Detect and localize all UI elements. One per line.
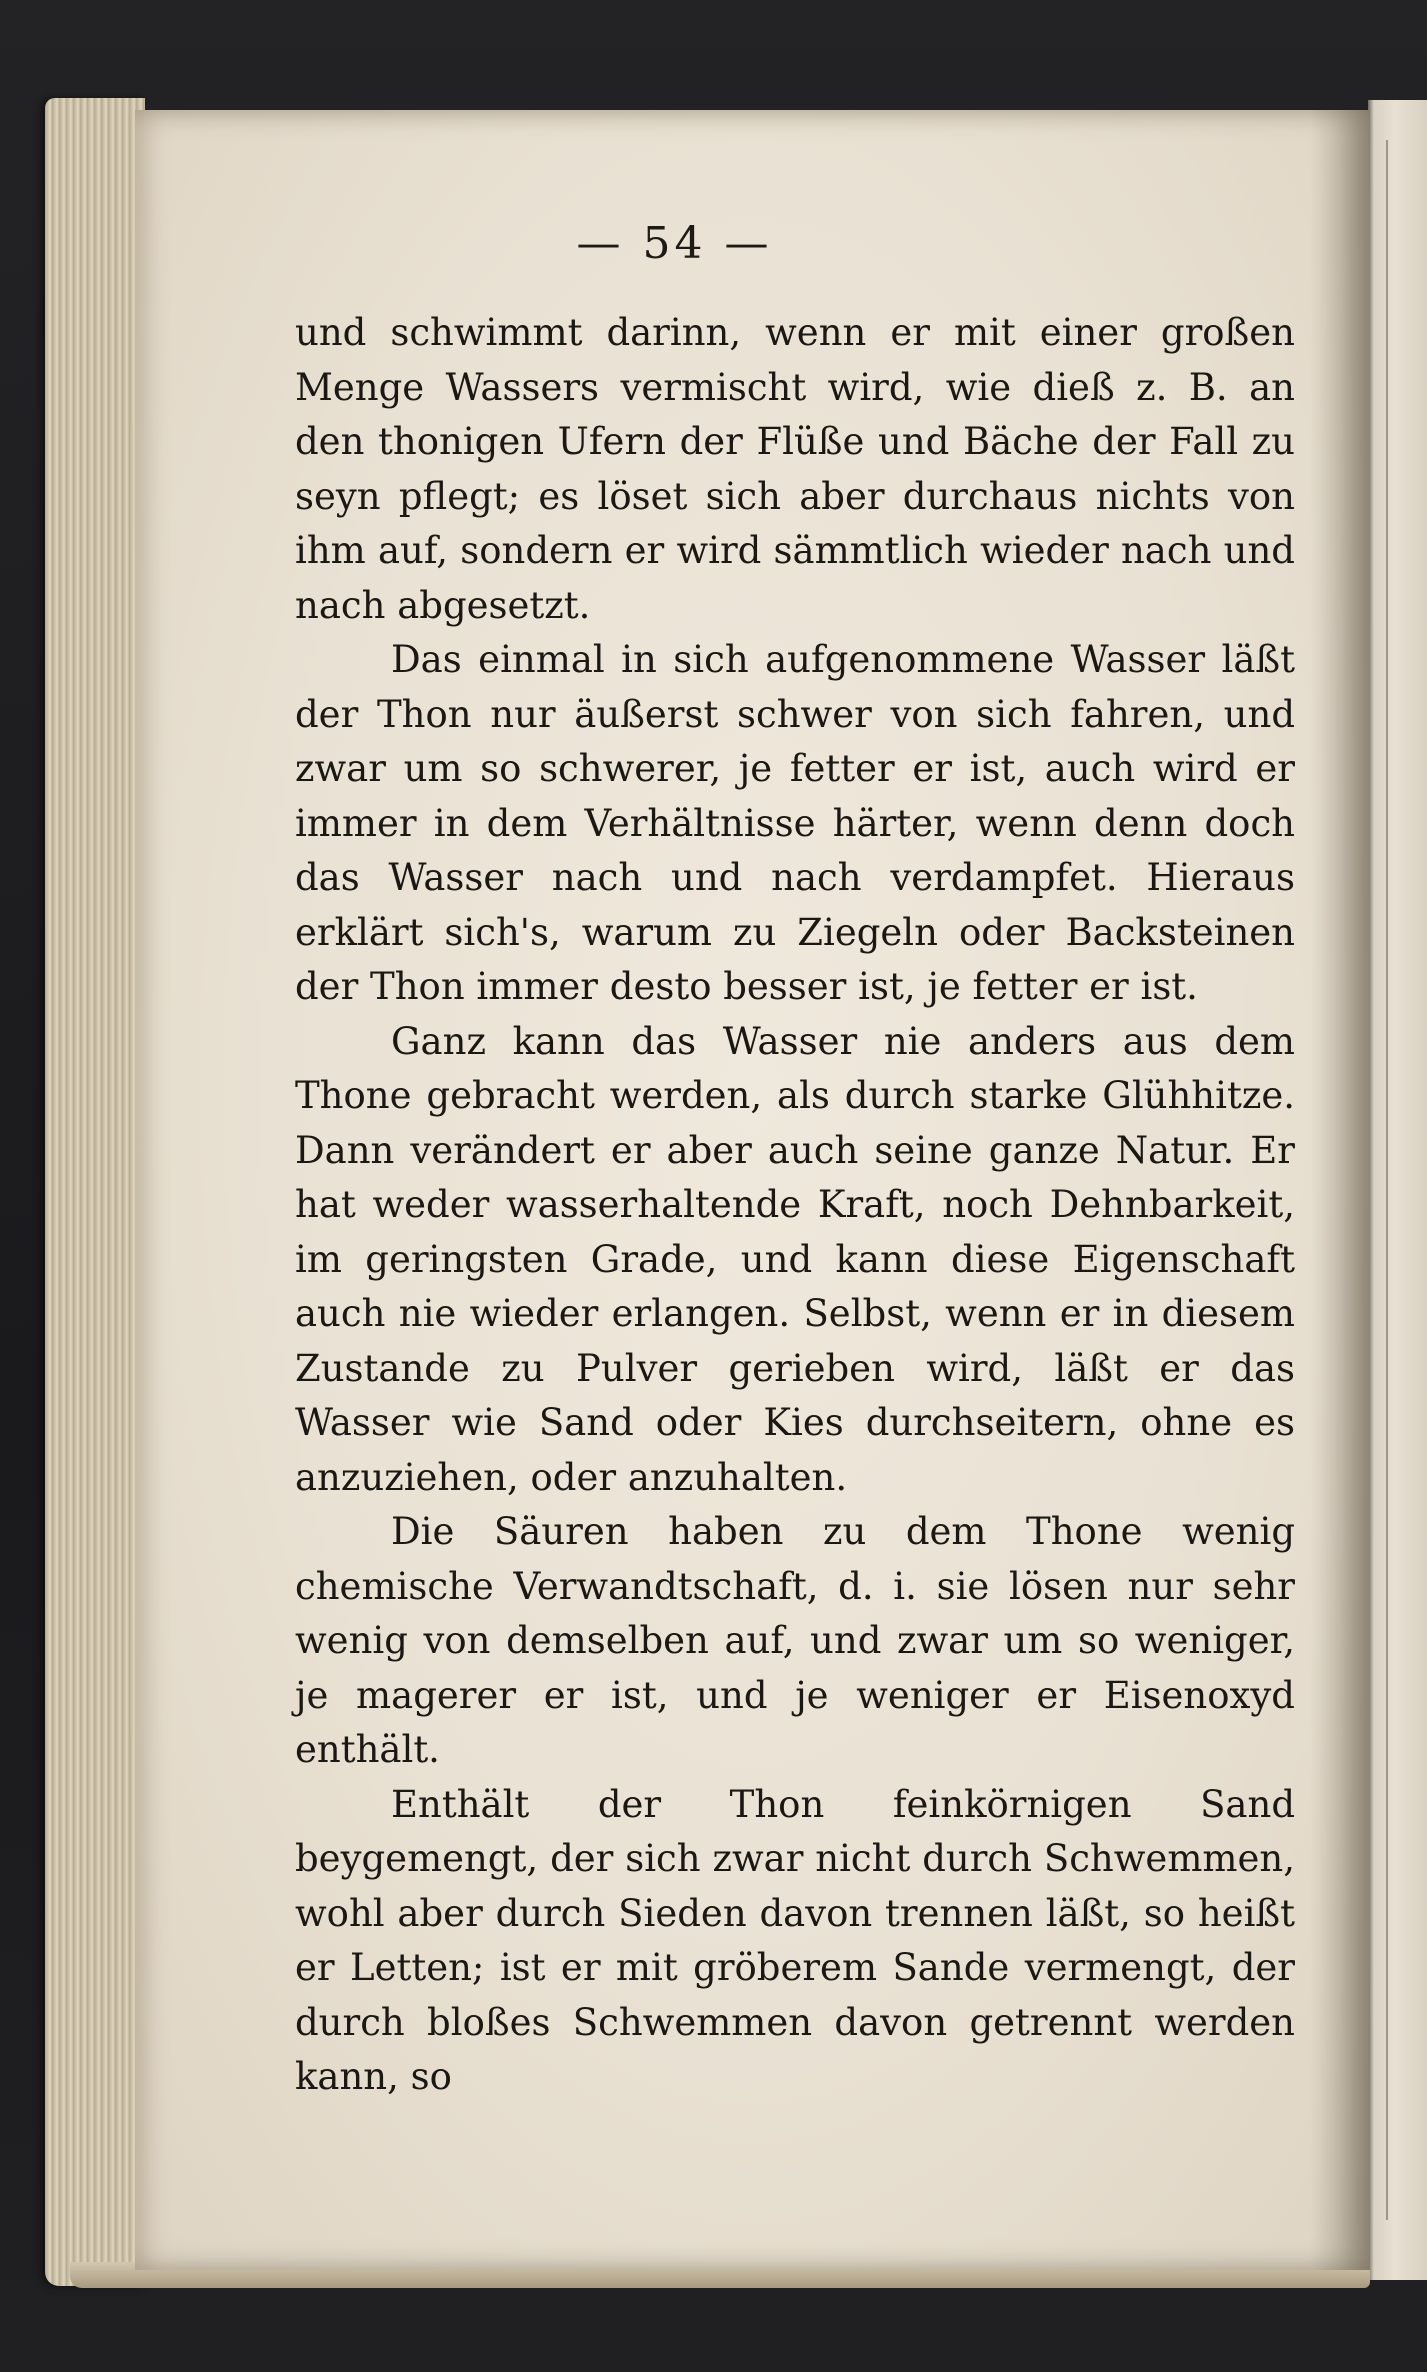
paragraph-2: Das einmal in sich aufgenommene Wasser läßt der Thon nur äußerst schwer von sich fahren, und zwar um so schwerer, je fetter er ist, auch wird er immer in dem Verhältnisse härter, wenn denn doch das Wasser nach und nach verdampfet. Hieraus erklärt sich's, warum zu Ziegeln oder Backsteinen der Thon immer desto besser ist, je fetter er ist. (295, 638, 1295, 1008)
page-gutter-shadow (1310, 110, 1370, 2270)
page-number: — 54 — (576, 218, 773, 269)
paragraph-3: Ganz kann das Wasser nie anders aus dem Thone gebracht werden, als durch starke Glühhitze. Dann verändert er aber auch seine ganze Natur. Er hat weder wasserhaltende Kraft, noch Dehnbarkeit, im geringsten Grade, und kann diese Eigenschaft auch nie wieder erlangen. Selbst, wenn er in diesem Zustande zu Pulver gerieben wird, läßt er das Wasser wie Sand oder Kies durchseitern, ohne es anzuziehen, oder anzuhalten. (295, 1019, 1295, 1499)
paragraph-1: und schwimmt darinn, wenn er mit einer großen Menge Wassers vermischt wird, wie dieß z. B. an den thonigen Ufern der Flüße und Bäche der Fall zu seyn pflegt; es löset sich aber durchaus nichts von ihm auf, sondern er wird sämmtlich wieder nach und nach abgesetzt. (295, 311, 1295, 627)
page-body (295, 306, 1295, 2105)
paragraph-4: Die Säuren haben zu dem Thone wenig chemische Verwandtschaft, d. i. sie lösen nur sehr wenig von demselben auf, und zwar um so weniger, je magerer er ist, und je weniger er Eisenoxyd enthält. (295, 1510, 1295, 1771)
book-page (135, 110, 1370, 2270)
page-stack-edges (45, 98, 145, 2286)
facing-page-edge (1368, 100, 1427, 2280)
paragraph-5: Enthält der Thon feinkörnigen Sand beygemengt, der sich zwar nicht durch Schwemmen, wohl aber durch Sieden davon trennen läßt, so heißt er Letten; ist er mit gröberem Sande vermengt, der durch bloßes Schwemmen davon getrennt werden kann, so (295, 1782, 1295, 2098)
